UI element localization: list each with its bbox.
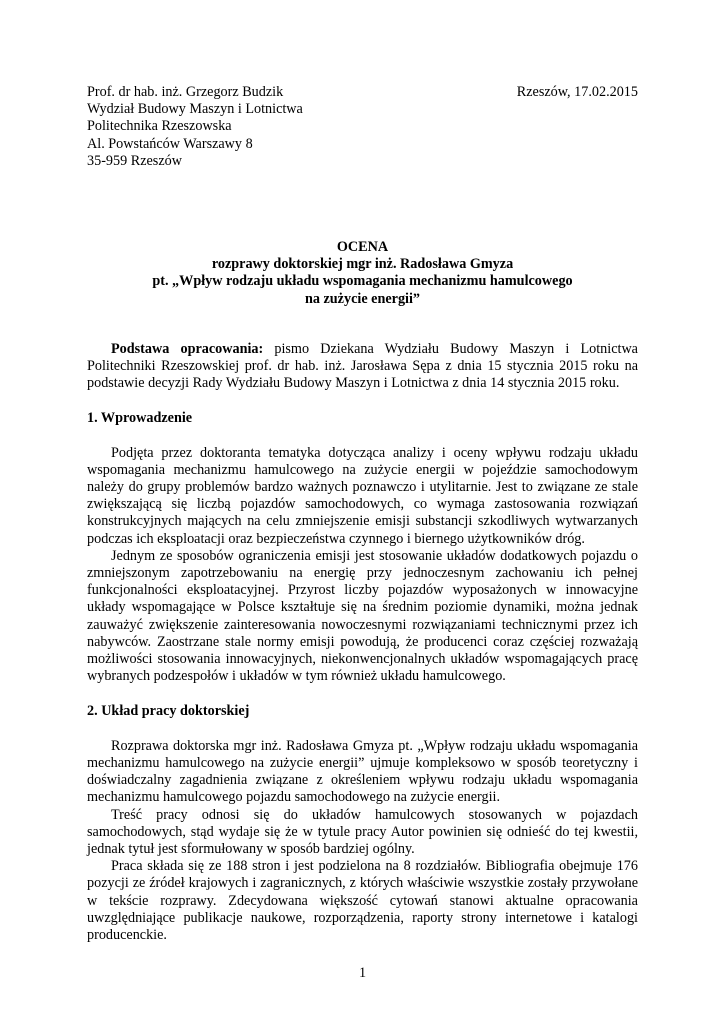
sender-name: Prof. dr hab. inż. Grzegorz Budzik [87, 84, 284, 100]
letter-header [87, 84, 638, 170]
basis-label: Podstawa opracowania: [111, 340, 264, 357]
title-line-1: OCENA [336, 239, 389, 256]
sender-address [87, 84, 303, 170]
section-2-paragraph-3: Praca składa się ze 188 stron i jest podzielona na 8 rozdziałów. Bibliografia obejmuje 176 pozycji ze źródeł krajowych i zagranicznych, z których właściwie wszystkie zostały przywołane w tekście rozprawy. Zdecydowana większość cytowań stanowi aktualne opracowania uwzględniające publikacje naukowe, rozporządzenia, raporty strony internetowe i katalogi producenckie. [87, 858, 638, 943]
sender-university: Politechnika Rzeszowska [87, 118, 232, 135]
page-number: 1 [358, 965, 367, 981]
section-1-paragraph-1: Podjęta przez doktoranta tematyka dotycząca analizy i oceny wpływu rodzaju układu wspomagania mechanizmu hamulcowego na zużycie energii w pojeździe samochodowym należy do grupy problemów bardzo ważnych poznawczo i utylitarnie. Jest to związane ze stale zwiększającą się liczbą pojazdów samochodowych, co wymaga zastosowania rozwiązań konstrukcyjnych mających na celu zmniejszenie emisji substancji szkodliwych wytwarzanych podczas ich eksploatacji oraz bezpieczeństwa czynnego i biernego użytkowników dróg. [87, 444, 638, 547]
sender-street: Al. Powstańców Warszawy 8 [87, 135, 253, 152]
basis-paragraph [87, 341, 638, 393]
section-2-heading: 2. Układ pracy doktorskiej [87, 703, 250, 720]
section-1-paragraph-2: Jednym ze sposobów ograniczenia emisji jest stosowanie układów dodatkowych pojazdu o zmniejszonym zapotrzebowaniu na energię przy jednoczesnym zachowaniu ich pełnej funkcjonalności eksploatacyjnej. Przyrost liczby pojazdów wyposażonych w innowacyjne układy wspomagające w Polsce kształtuje się na średnim poziomie dynamiki, można jednak zauważyć zwiększenie zainteresowania nowoczesnymi rozwiązaniami technicznymi przez ich nabywców. Zaostrzane stale normy emisji powodują, że producenci coraz częściej rozważają możliwości stosowania innowacyjnych, niekonwencjonalnych układów wspomagających pracę wybranych podzespołów i układów w tym również układu hamulcowego. [87, 547, 638, 685]
title-line-3: pt. „Wpływ rodzaju układu wspomagania mechanizmu hamulcowego [152, 273, 573, 290]
document-page [87, 84, 638, 944]
sender-postal: 35-959 Rzeszów [87, 152, 182, 169]
title-line-4: na zużycie energii” [304, 290, 421, 307]
basis-text: pismo Dziekana Wydziału Budowy Maszyn i Lotnictwa Politechniki Rzeszowskiej prof. dr hab. inż. Jarosława Sępa z dnia 15 stycznia 2015 roku na podstawie decyzji Rady Wydziału Budowy Maszyn i Lotnictwa z dnia 14 stycznia 2015 roku. [87, 340, 638, 392]
section-2-paragraph-1: Rozprawa doktorska mgr inż. Radosława Gmyza pt. „Wpływ rodzaju układu wspomagania mechanizmu hamulcowego na zużycie energii” ujmuje kompleksowo w sposób teoretyczny i doświadczalny zagadnienia związane z określeniem wpływu rodzaju układu wspomagania mechanizmu hamulcowego pojazdu samochodowego na zużycie energii. [87, 737, 638, 806]
document-title [87, 239, 638, 308]
title-line-2: rozprawy doktorskiej mgr inż. Radosława Gmyza [211, 256, 514, 273]
section-1-heading: 1. Wprowadzenie [87, 410, 193, 427]
section-2-paragraph-2: Treść pracy odnosi się do układów hamulcowych stosowanych w pojazdach samochodowych, stąd wydaje się że w tytule pracy Autor powinien się odnieść do tej kwestii, jednak tytuł jest sformułowany w sposób bardziej ogólny. [87, 806, 638, 857]
place-date: Rzeszów, 17.02.2015 [516, 84, 638, 100]
sender-department: Wydział Budowy Maszyn i Lotnictwa [87, 101, 303, 118]
